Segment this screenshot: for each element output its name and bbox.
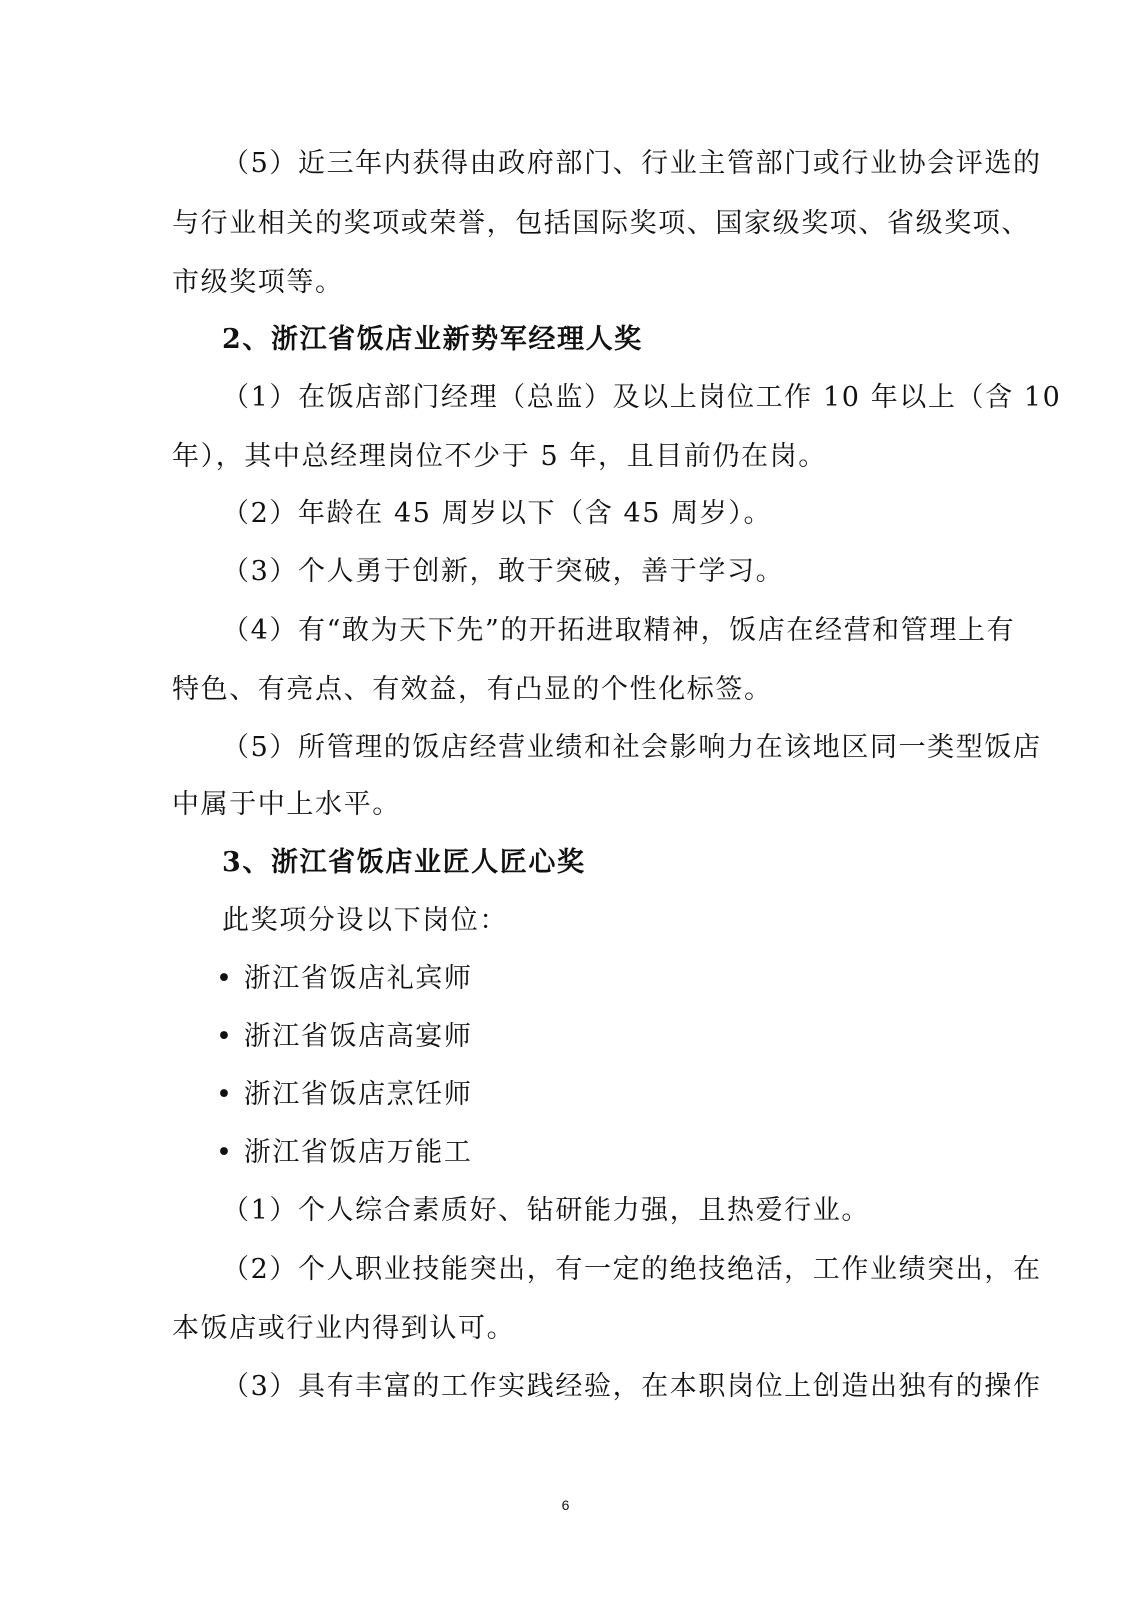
paragraph-line: 本饭店或行业内得到认可。 xyxy=(172,1313,516,1344)
paragraph-line: （3）个人勇于创新，敢于突破，善于学习。 xyxy=(222,556,785,587)
paragraph-line: 特色、有亮点、有效益，有凸显的个性化标签。 xyxy=(172,674,773,705)
list-item: • 浙江省饭店高宴师 xyxy=(216,1021,473,1052)
paragraph-line: 年），其中总经理岗位不少于 5 年，且目前仍在岗。 xyxy=(172,441,827,472)
paragraph-line: （5）近三年内获得由政府部门、行业主管部门或行业协会评选的 xyxy=(222,148,1042,179)
paragraph-line: （3）具有丰富的工作实践经验，在本职岗位上创造出独有的操作 xyxy=(222,1371,1042,1402)
paragraph-line: 与行业相关的奖项或荣誉，包括国际奖项、国家级奖项、省级奖项、 xyxy=(172,208,1030,239)
paragraph-line: （1）在饭店部门经理（总监）及以上岗位工作 10 年以上（含 10 xyxy=(222,382,1062,413)
paragraph-line: （1）个人综合素质好、钻研能力强，且热爱行业。 xyxy=(222,1195,870,1226)
paragraph-line: 中属于中上水平。 xyxy=(172,789,401,820)
paragraph-line: 市级奖项等。 xyxy=(172,267,344,298)
page-number: 6 xyxy=(561,1497,570,1513)
section-heading: 2、浙江省饭店业新势军经理人奖 xyxy=(222,324,643,355)
list-item: • 浙江省饭店礼宾师 xyxy=(216,963,473,994)
paragraph-line: （2）个人职业技能突出，有一定的绝技绝活，工作业绩突出，在 xyxy=(222,1254,1042,1285)
paragraph-line: （4）有“敢为天下先”的开拓进取精神，饭店在经营和管理上有 xyxy=(222,615,1016,646)
list-item: • 浙江省饭店万能工 xyxy=(216,1137,473,1168)
list-item: • 浙江省饭店烹饪师 xyxy=(216,1079,473,1110)
paragraph-line: 此奖项分设以下岗位： xyxy=(222,905,508,936)
paragraph-line: （5）所管理的饭店经营业绩和社会影响力在该地区同一类型饭店 xyxy=(222,732,1042,763)
paragraph-line: （2）年龄在 45 周岁以下（含 45 周岁）。 xyxy=(222,498,773,529)
section-heading: 3、浙江省饭店业匠人匠心奖 xyxy=(222,847,586,878)
